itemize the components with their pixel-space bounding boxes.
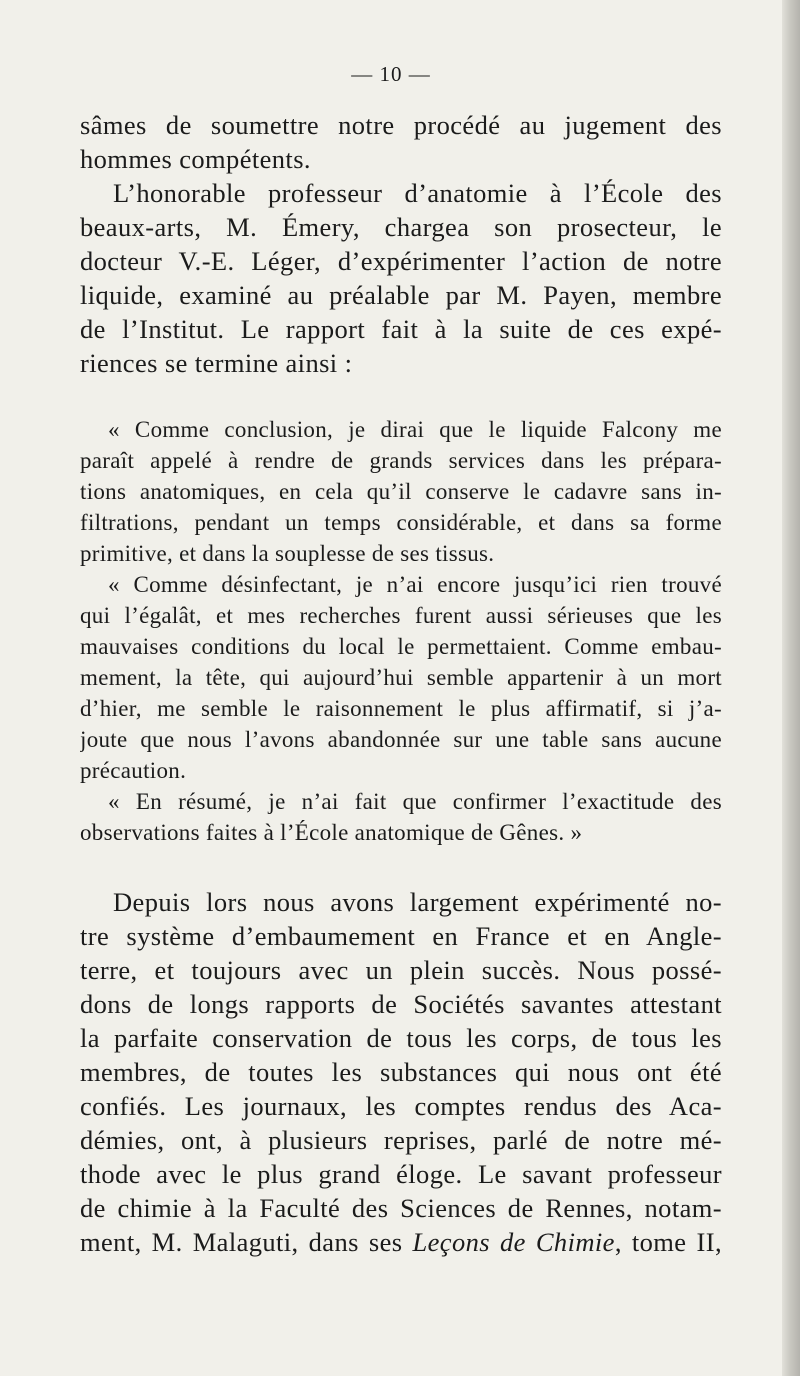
text-line: paraît appelé à rendre de grands services dans les prépara- [80,448,722,473]
text-line: « Comme désinfectant, je n’ai encore jusqu’ici rien trouvé [108,572,722,597]
quotation-2 [80,569,722,786]
text-line: joute que nous l’avons abandonnée sur une table sans aucune [80,727,722,752]
text-line: Depuis lors nous avons largement expérimenté no- [113,887,722,917]
text-line: filtrations, pendant un temps considérable, et dans sa forme [80,510,722,535]
last-line-end: , tome II, [614,1227,722,1257]
text-line: sâmes de soumettre notre procédé au jugement des [80,110,722,140]
text-line: observations faites à l’École anatomique de Gênes. » [80,820,583,845]
text-line: précaution. [80,758,187,783]
text-line: « En résumé, je n’ai fait que confirmer l’exactitude des [108,789,722,814]
text-line: de l’Institut. Le rapport fait à la suite de ces expé- [80,314,722,344]
text-line: qui l’égalât, et mes recherches furent aussi sérieuses que les [80,603,722,628]
page-edge-shadow [782,0,800,1376]
quotation-1 [80,414,722,569]
text-line: d’hier, me semble le raisonnement le plus affirmatif, si j’a- [80,696,722,721]
text-line: thode avec le plus grand éloge. Le savant professeur [80,1159,722,1189]
text-line: de chimie à la Faculté des Sciences de Rennes, notam- [80,1193,722,1223]
last-line-start: ment, M. Malaguti, dans ses [80,1227,413,1257]
text-line: terre, et toujours avec un plein succès. Nous possé- [80,955,722,985]
text-line: tre système d’embaumement en France et en Angle- [80,921,722,951]
text-line: mauvaises conditions du local le permettaient. Comme embau- [80,634,722,659]
text-line: liquide, examiné au préalable par M. Payen, membre [80,280,722,310]
text-line: hommes compétents. [80,144,311,174]
text-line: L’honorable professeur d’anatomie à l’École des [113,178,722,208]
book-title-italic: Leçons de Chimie [412,1227,615,1257]
quotation-3 [80,786,722,848]
text-line: la parfaite conservation de tous les corps, de tous les [80,1023,722,1053]
text-line: « Comme conclusion, je dirai que le liquide Falcony me [108,417,722,442]
paragraph-3 [80,885,722,1259]
paragraph-1 [80,108,722,176]
text-line: riences se termine ainsi : [80,348,353,378]
text-line-last [80,1225,722,1259]
text-line: membres, de toutes les substances qui nous ont été [80,1057,722,1087]
text-line: beaux-arts, M. Émery, chargea son prosecteur, le [80,212,722,242]
text-line: confiés. Les journaux, les comptes rendus des Aca- [80,1091,722,1121]
page-number: — 10 — [351,62,431,86]
text-line: tions anatomiques, en cela qu’il conserve le cadavre sans in- [80,479,722,504]
text-line: dons de longs rapports de Sociétés savantes attestant [80,989,722,1019]
paragraph-2 [80,176,722,380]
text-line: primitive, et dans la souplesse de ses tissus. [80,541,495,566]
text-line: mement, la tête, qui aujourd’hui semble appartenir à un mort [80,665,722,690]
text-line: démies, ont, à plusieurs reprises, parlé de notre mé- [80,1125,722,1155]
text-line: docteur V.-E. Léger, d’expérimenter l’action de notre [80,246,722,276]
